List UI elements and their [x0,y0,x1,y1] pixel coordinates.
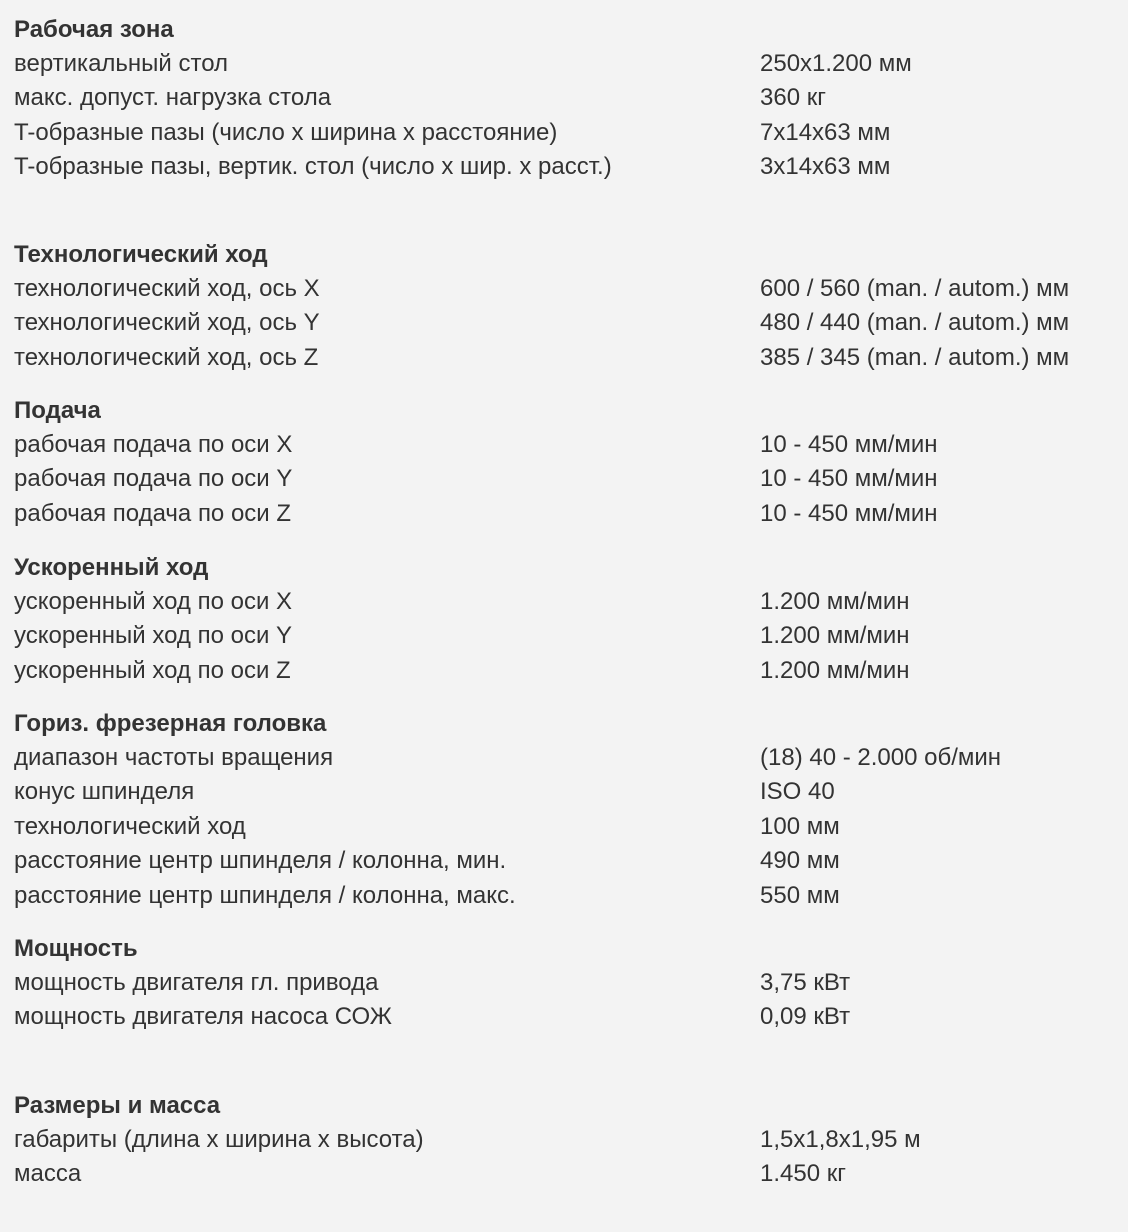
spec-label: вертикальный стол [14,50,229,77]
spec-row [14,619,1114,653]
spec-row [14,150,1114,184]
spec-label: рабочая подача по оси Y [14,465,293,493]
spec-row [14,462,1114,496]
section-title: Ускоренный ход [14,554,209,581]
spec-value: 3,75 кВт [760,969,851,996]
spec-value: 480 / 440 (man. / autom.) мм [760,309,1070,337]
spec-value: (18) 40 - 2.000 об/мин [760,744,1002,771]
spec-label: T-образные пазы, вертик. стол (число x шир. x расст.) [14,153,612,181]
section-title: Размеры и масса [14,1092,221,1119]
spec-value: 250x1.200 мм [760,50,912,77]
spec-row [14,47,1114,81]
spec-row [14,741,1114,775]
spec-label: габариты (длина x ширина x высота) [14,1126,424,1153]
spec-label: конус шпинделя [14,778,195,806]
spec-row [14,810,1114,844]
section-dimensions-weight [14,1089,1114,1192]
spec-row [14,116,1114,150]
section-power [14,932,1114,1035]
spec-label: T-образные пазы (число x ширина x расстояние) [14,118,558,146]
spec-row [14,341,1114,375]
spec-value: 10 - 450 мм/мин [760,465,938,493]
spec-label: рабочая подача по оси X [14,431,293,458]
section-working-area [14,13,1114,185]
spec-row [14,844,1114,878]
section-feed [14,394,1114,531]
section-title: Технологический ход [14,241,268,268]
spec-value: 7x14x63 мм [760,118,891,146]
spec-value: 10 - 450 мм/мин [760,499,938,527]
spec-value: 100 мм [760,812,840,840]
section-title: Подача [14,397,101,424]
spec-label: технологический ход, ось X [14,275,320,302]
spec-value: 0,09 кВт [760,1003,851,1031]
spec-value: 1.200 мм/мин [760,656,910,684]
spec-label: мощность двигателя гл. привода [14,969,379,996]
section-travel [14,238,1114,375]
spec-value: 490 мм [760,847,840,875]
spec-label: макс. допуст. нагрузка стола [14,84,332,112]
section-title: Мощность [14,935,138,962]
spec-row [14,497,1114,531]
spec-value: 550 мм [760,881,840,909]
spec-value: 1.450 кг [760,1160,846,1188]
spec-label: расстояние центр шпинделя / колонна, макс. [14,881,516,909]
spec-row [14,1157,1114,1191]
spec-value: 1.200 мм/мин [760,622,910,650]
section-horizontal-milling-head [14,707,1114,913]
spec-label: технологический ход [14,812,246,840]
spec-value: 3x14x63 мм [760,153,891,181]
section-title: Гориз. фрезерная головка [14,710,327,737]
spec-row [14,585,1114,619]
spec-row [14,1000,1114,1034]
spec-label: технологический ход, ось Z [14,343,319,371]
spec-label: рабочая подача по оси Z [14,499,292,527]
spec-value: 10 - 450 мм/мин [760,431,938,458]
section-rapid-traverse [14,551,1114,688]
spec-row [14,272,1114,306]
spec-row [14,81,1114,115]
spec-label: технологический ход, ось Y [14,309,320,337]
spec-label: масса [14,1160,82,1188]
spec-row [14,879,1114,913]
spec-row [14,306,1114,340]
spec-value: 1,5x1,8x1,95 м [760,1126,921,1153]
spec-label: ускоренный ход по оси Z [14,656,291,684]
spec-row [14,775,1114,809]
spec-value: 360 кг [760,84,826,112]
spec-value: 385 / 345 (man. / autom.) мм [760,343,1070,371]
spec-row [14,654,1114,688]
spec-label: диапазон частоты вращения [14,744,334,771]
spec-label: ускоренный ход по оси Y [14,622,293,650]
spec-label: ускоренный ход по оси X [14,588,293,615]
spec-row [14,966,1114,1000]
spec-value: 600 / 560 (man. / autom.) мм [760,275,1070,302]
section-title: Рабочая зона [14,16,174,43]
spec-label: мощность двигателя насоса СОЖ [14,1003,392,1031]
spec-row [14,1123,1114,1157]
spec-label: расстояние центр шпинделя / колонна, мин. [14,847,507,875]
spec-value: ISO 40 [760,778,835,806]
spec-value: 1.200 мм/мин [760,588,910,615]
spec-row [14,428,1114,462]
